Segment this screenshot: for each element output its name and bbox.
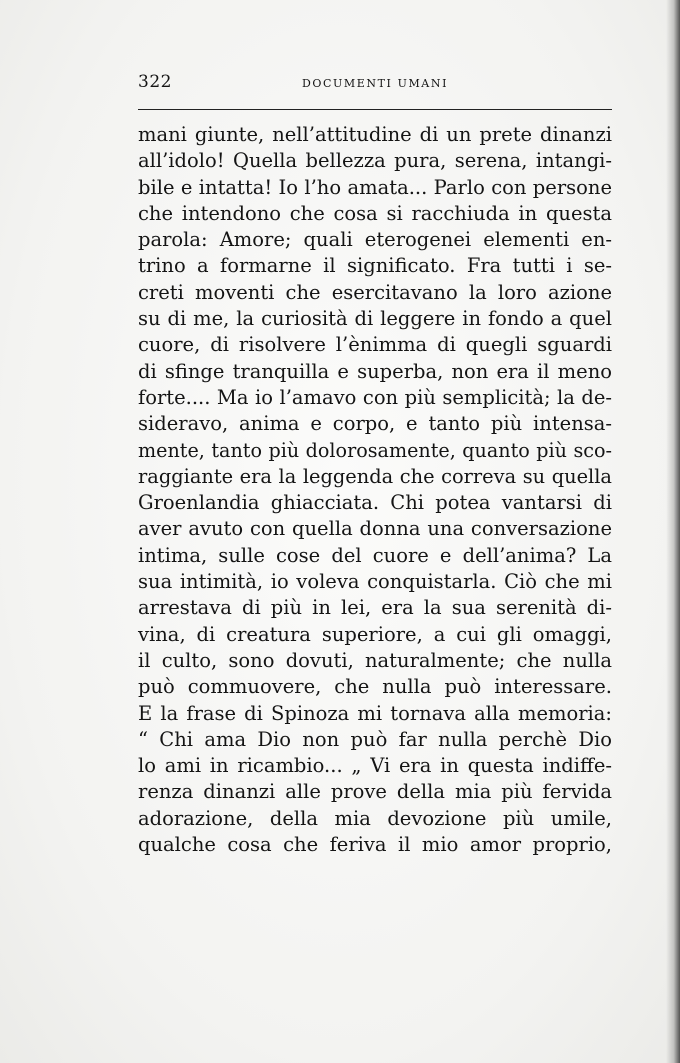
text-line: intima, sulle cose del cuore e dell’anima? La: [138, 543, 612, 567]
text-line: bile e intatta! Io l’ho amata... Parlo con persone: [138, 175, 612, 199]
page-number: 322: [138, 72, 172, 92]
text-line: mani giunte, nell’attitudine di un prete dinanzi: [138, 123, 612, 146]
text-line: arrestava di più in lei, era la sua serenità di-: [138, 596, 612, 620]
text-line: che intendono che cosa si racchiuda in questa: [138, 201, 612, 225]
text-line: di sfinge tranquilla e superba, non era il meno: [138, 359, 612, 383]
text-line: trino a formarne il significato. Fra tutti i se-: [138, 254, 612, 278]
text-line: creti moventi che esercitavano la loro azione: [138, 280, 612, 304]
text-line: lo ami in ricambio... „ Vi era in questa indiffe-: [138, 754, 612, 778]
text-line: “ Chi ama Dio non può far nulla perchè Dio: [138, 727, 612, 751]
text-line: all’idolo! Quella bellezza pura, serena, intangi-: [138, 149, 612, 173]
text-line: sideravo, anima e corpo, e tanto più intensa-: [138, 412, 612, 436]
text-line: il culto, sono dovuti, naturalmente; che nulla: [138, 648, 612, 672]
text-line: adorazione, della mia devozione più umile,: [138, 806, 612, 830]
text-line: su di me, la curiosità di leggere in fondo a quel: [138, 307, 612, 331]
text-line: cuore, di risolvere l’ènimma di quegli sguardi: [138, 333, 612, 357]
text-line: può commuovere, che nulla può interessare.: [138, 675, 612, 699]
text-line: Groenlandia ghiacciata. Chi potea vantarsi di: [138, 491, 612, 515]
text-line: aver avuto con quella donna una conversazione: [138, 517, 612, 541]
text-line: vina, di creatura superiore, a cui gli omaggi,: [138, 622, 612, 646]
header-rule: [138, 109, 612, 110]
text-line: parola: Amore; quali eterogenei elementi en-: [138, 228, 612, 252]
text-line: qualche cosa che feriva il mio amor proprio,: [138, 833, 612, 857]
text-line: renza dinanzi alle prove della mia più fervida: [138, 780, 612, 804]
page-header: [138, 72, 612, 96]
text-line: raggiante era la leggenda che correva su quella: [138, 464, 612, 488]
text-line: mente, tanto più dolorosamente, quanto più sco-: [138, 438, 612, 462]
running-title: DOCUMENTI UMANI: [301, 77, 449, 90]
text-line: sua intimità, io voleva conquistarla. Ciò che mi: [138, 570, 612, 594]
text-line: forte.... Ma io l’amavo con più semplicità; la de-: [138, 385, 612, 409]
page-edge-shadow: [666, 0, 680, 1063]
body-text: [138, 122, 612, 858]
text-line: E la frase di Spinoza mi tornava alla memoria:: [138, 701, 612, 725]
